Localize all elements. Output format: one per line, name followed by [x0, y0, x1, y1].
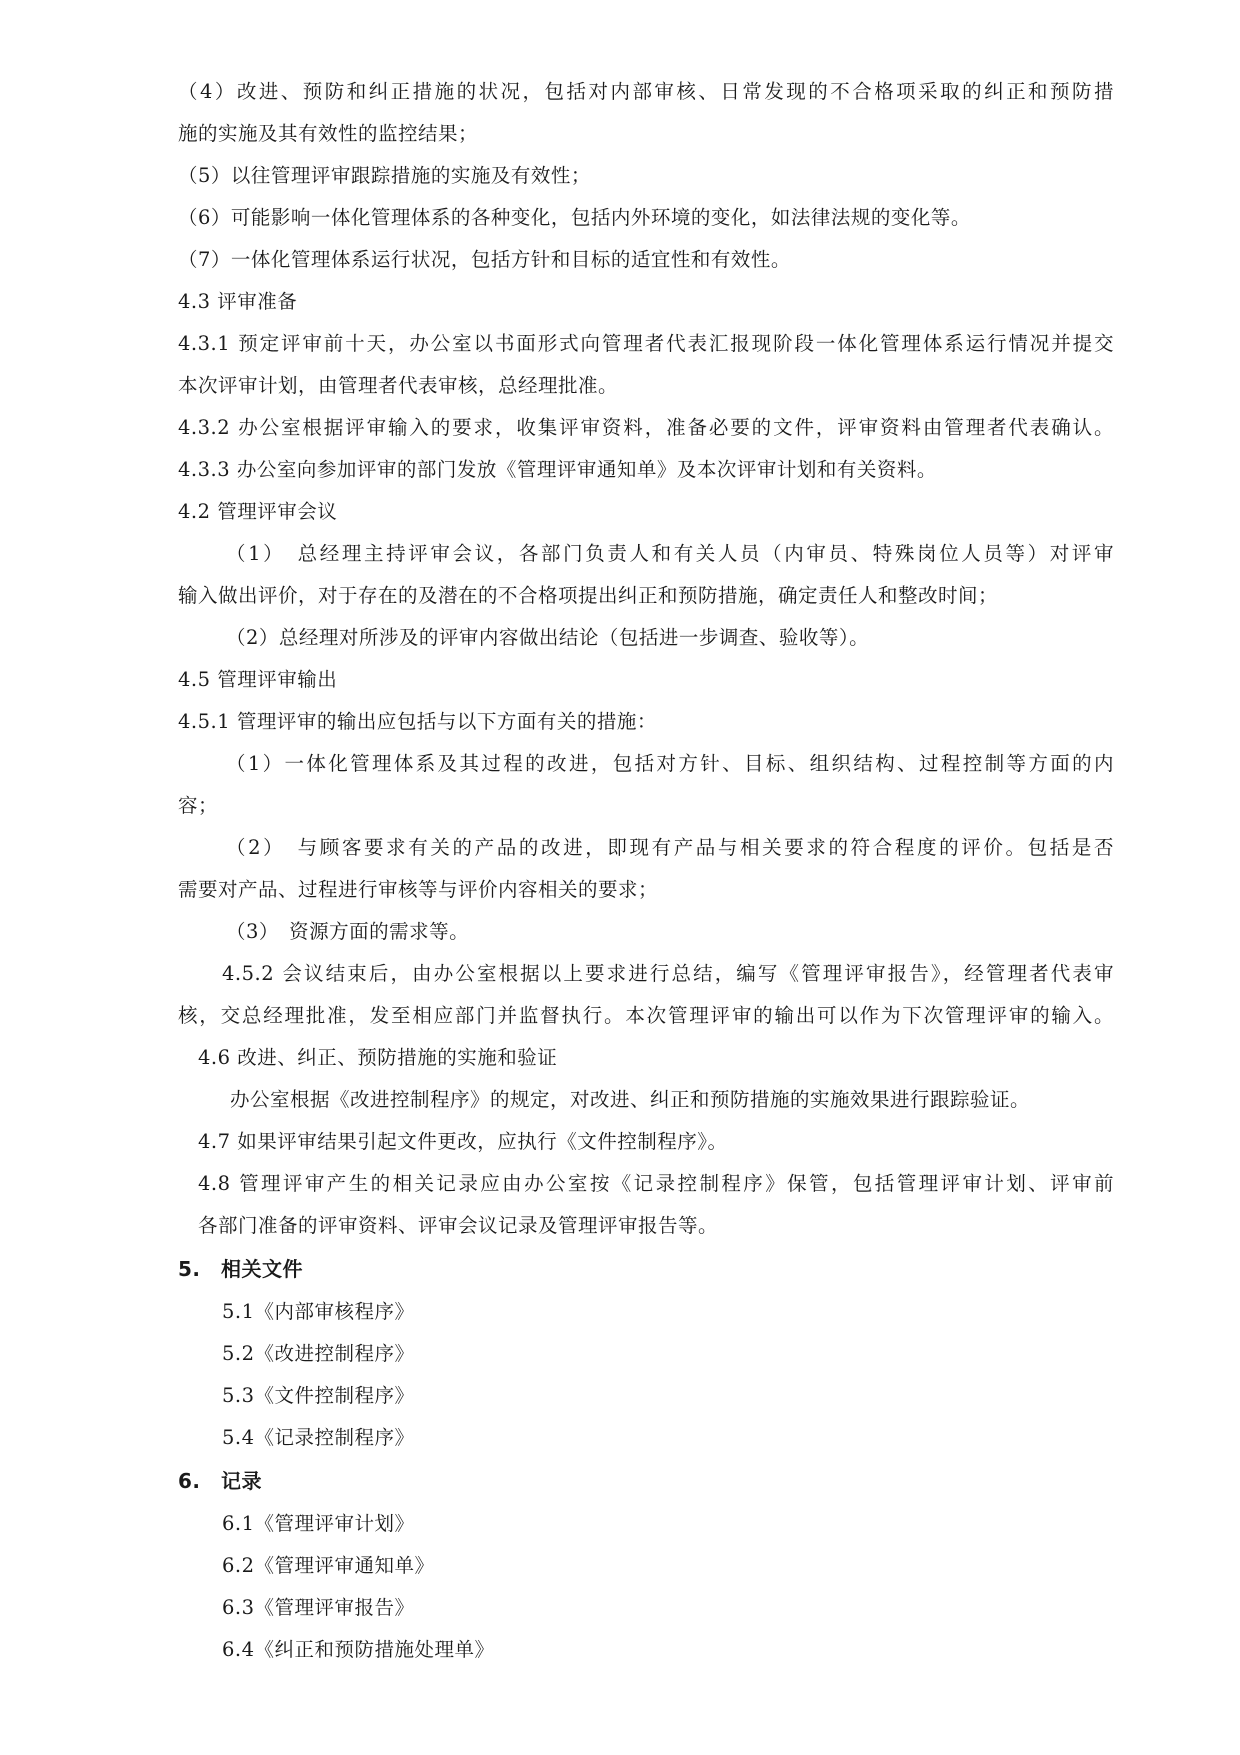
text-line: 各部门准备的评审资料、评审会议记录及管理评审报告等。 — [198, 1214, 719, 1237]
related-doc-item: 5.4《记录控制程序》 — [222, 1426, 415, 1449]
text-line: （7）一体化管理体系运行状况，包括方针和目标的适宜性和有效性。 — [178, 248, 791, 271]
text-line: 4.5.2 会议结束后，由办公室根据以上要求进行总结，编写《管理评审报告》，经管理者代表审 — [222, 962, 1114, 985]
section-heading: 4.6 改进、纠正、预防措施的实施和验证 — [198, 1046, 558, 1069]
text-line: 需要对产品、过程进行审核等与评价内容相关的要求； — [178, 878, 659, 901]
text-line: 4.5.1 管理评审的输出应包括与以下方面有关的措施： — [178, 710, 657, 733]
section-6-heading: 6. 记录 — [178, 1469, 263, 1493]
related-doc-item: 5.1《内部审核程序》 — [222, 1300, 415, 1323]
record-item: 6.1《管理评审计划》 — [222, 1512, 415, 1535]
text-line: 办公室根据《改进控制程序》的规定，对改进、纠正和预防措施的实施效果进行跟踪验证。 — [230, 1088, 1031, 1111]
text-line: （3） 资源方面的需求等。 — [226, 920, 470, 943]
related-doc-item: 5.3《文件控制程序》 — [222, 1384, 415, 1407]
text-line: 4.3.1 预定评审前十天，办公室以书面形式向管理者代表汇报现阶段一体化管理体系运行情况并提交 — [178, 332, 1114, 355]
text-line: （2）总经理对所涉及的评审内容做出结论（包括进一步调查、验收等）。 — [226, 626, 870, 649]
record-item: 6.4《纠正和预防措施处理单》 — [222, 1638, 495, 1661]
text-line: 本次评审计划，由管理者代表审核，总经理批准。 — [178, 374, 619, 397]
text-line: （1）一体化管理体系及其过程的改进，包括对方针、目标、组织结构、过程控制等方面的内 — [226, 752, 1114, 775]
section-5-heading: 5. 相关文件 — [178, 1257, 304, 1281]
section-heading: 4.5 管理评审输出 — [178, 668, 338, 691]
text-line: （6）可能影响一体化管理体系的各种变化，包括内外环境的变化，如法律法规的变化等。 — [178, 206, 971, 229]
text-line: 核，交总经理批准，发至相应部门并监督执行。本次管理评审的输出可以作为下次管理评审的输入。 — [178, 1004, 1114, 1027]
text-line: （2） 与顾客要求有关的产品的改进，即现有产品与相关要求的符合程度的评价。包括是否 — [226, 836, 1114, 859]
text-line: 4.3.2 办公室根据评审输入的要求，收集评审资料，准备必要的文件，评审资料由管理者代表确认。 — [178, 416, 1114, 439]
record-item: 6.3《管理评审报告》 — [222, 1596, 415, 1619]
text-line: （5）以往管理评审跟踪措施的实施及有效性； — [178, 164, 591, 187]
text-line: （4）改进、预防和纠正措施的状况，包括对内部审核、日常发现的不合格项采取的纠正和预防措 — [178, 80, 1114, 103]
text-line: 施的实施及其有效性的监控结果； — [178, 122, 479, 145]
text-line: 4.3.3 办公室向参加评审的部门发放《管理评审通知单》及本次评审计划和有关资料。 — [178, 458, 937, 481]
text-line: （1） 总经理主持评审会议，各部门负责人和有关人员（内审员、特殊岗位人员等）对评审 — [226, 542, 1114, 565]
text-line: 输入做出评价，对于存在的及潜在的不合格项提出纠正和预防措施，确定责任人和整改时间； — [178, 584, 999, 607]
text-line: 4.7 如果评审结果引起文件更改，应执行《文件控制程序》。 — [198, 1130, 728, 1153]
section-heading: 4.2 管理评审会议 — [178, 500, 338, 523]
section-heading: 4.3 评审准备 — [178, 290, 298, 313]
record-item: 6.2《管理评审通知单》 — [222, 1554, 435, 1577]
related-doc-item: 5.2《改进控制程序》 — [222, 1342, 415, 1365]
text-line: 容； — [178, 794, 219, 817]
text-line: 4.8 管理评审产生的相关记录应由办公室按《记录控制程序》保管，包括管理评审计划、评审前 — [198, 1172, 1114, 1195]
